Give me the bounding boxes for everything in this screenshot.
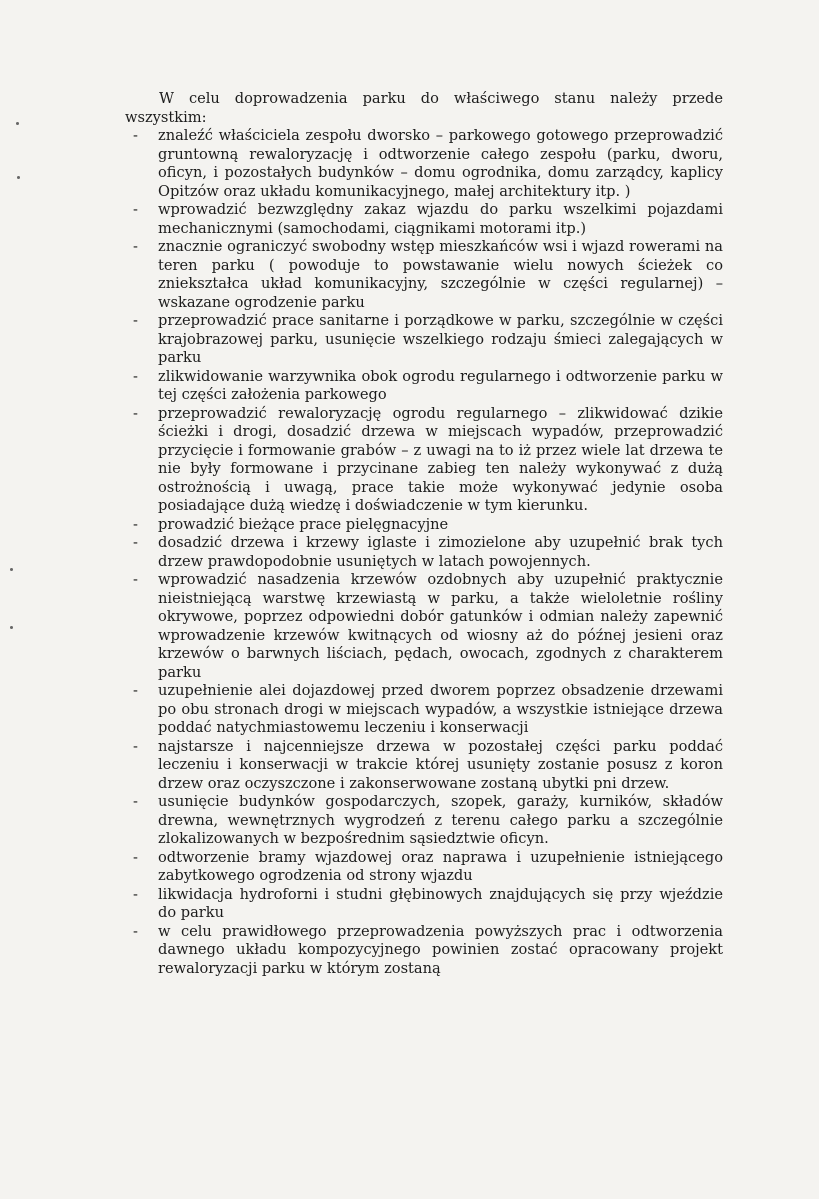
list-item	[125, 312, 723, 368]
list-bullet: -	[133, 312, 138, 329]
list-bullet: -	[133, 127, 138, 144]
intro-paragraph: W celu doprowadzenia parku do właściwego stanu należy przede wszystkim:	[125, 90, 723, 126]
list-item-text: usunięcie budynków gospodarczych, szopek, garaży, kurników, składów drewna, wewnętrznych wygrodzeń z terenu całego parku a szczególnie zlokalizowanych w bezpośrednim sąsiedztwie oficyn.	[158, 793, 723, 847]
list-item	[125, 405, 723, 516]
list-item	[125, 682, 723, 738]
list-bullet: -	[133, 515, 138, 533]
list-item-text: likwidacja hydroforni i studni głębinowych znajdujących się przy wjeździe do parku	[158, 885, 723, 921]
list-item-text: przeprowadzić prace sanitarne i porządkowe w parku, szczególnie w części krajobrazowej parku, usunięcie wszelkiego rodzaju śmieci zalegających w parku	[158, 312, 723, 366]
list-item	[125, 849, 723, 886]
list-bullet: -	[133, 404, 138, 422]
requirements-list	[125, 127, 723, 978]
list-item-text: uzupełnienie alei dojazdowej przed dworem poprzez obsadzenie drzewami po obu stronach drogi w miejscach wypadów, a wszystkie istniejące drzewa poddać natychmiastowemu leczeniu i konserwacji	[158, 682, 723, 736]
list-bullet: -	[133, 571, 138, 588]
list-item	[125, 738, 723, 794]
list-item	[125, 571, 723, 682]
list-bullet: -	[133, 737, 138, 755]
text-block	[125, 90, 723, 978]
scan-speck	[10, 626, 13, 629]
list-item	[125, 368, 723, 405]
list-item	[125, 793, 723, 849]
list-item-text: zlikwidowanie warzywnika obok ogrodu regularnego i odtworzenie parku w tej części założenia parkowego	[158, 367, 723, 403]
list-item	[125, 201, 723, 238]
list-item	[125, 923, 723, 979]
list-item-text: wprowadzić bezwzględny zakaz wjazdu do parku wszelkimi pojazdami mechanicznymi (samochodami, ciągnikami motorami itp.)	[158, 201, 723, 237]
scan-speck	[10, 568, 13, 571]
list-item	[125, 127, 723, 201]
list-item-text: znacznie ograniczyć swobodny wstęp mieszkańców wsi i wjazd rowerami na teren parku ( powoduje to powstawanie wielu nowych ścieżek co zniekształca układ komunikacyjny, szczególnie w części regularnej) – wskazane ogrodzenie parku	[158, 238, 723, 311]
list-item-text: odtworzenie bramy wjazdowej oraz naprawa i uzupełnienie istniejącego zabytkowego ogrodzenia od strony wjazdu	[158, 848, 723, 884]
list-bullet: -	[133, 793, 138, 810]
list-item-text: dosadzić drzewa i krzewy iglaste i zimozielone aby uzupełnić brak tych drzew prawdopodobnie usuniętych w latach powojennych.	[158, 534, 723, 570]
list-item-text: najstarsze i najcenniejsze drzewa w pozostałej części parku poddać leczeniu i konserwacji w trakcie której usunięty zostanie posusz z koron drzew oraz oczyszczone i zakonserwowane zostaną ubytki pni drzew.	[158, 737, 723, 792]
list-bullet: -	[133, 885, 138, 903]
scan-speck	[17, 176, 20, 179]
list-bullet: -	[133, 922, 138, 940]
list-item-text: prowadzić bieżące prace pielęgnacyjne	[158, 515, 449, 533]
list-item	[125, 238, 723, 312]
list-bullet: -	[133, 848, 138, 866]
list-bullet: -	[133, 682, 138, 699]
list-item	[125, 534, 723, 571]
list-bullet: -	[133, 534, 138, 551]
list-item-text: znaleźć właściciela zespołu dworsko – parkowego gotowego przeprowadzić gruntowną rewaloryzację i odtworzenie całego zespołu (parku, dworu, oficyn, i pozostałych budynków – domu ogrodnika, domu zarządcy, kaplicy Opitzów oraz układu komunikacyjnego, małej architektury itp. )	[158, 127, 723, 200]
list-item	[125, 886, 723, 923]
list-bullet: -	[133, 238, 138, 255]
list-item-text: w celu prawidłowego przeprowadzenia powyższych prac i odtworzenia dawnego układu kompozycyjnego powinien zostać opracowany projekt rewaloryzacji parku w którym zostaną	[158, 922, 723, 977]
list-item-text: przeprowadzić rewaloryzację ogrodu regularnego – zlikwidować dzikie ścieżki i drogi, dosadzić drzewa w miejscach wypadów, przeprowadzić przycięcie i formowanie grabów – z uwagi na to iż przez wiele lat drzewa te nie były formowane i przycinane zabieg ten należy wykonywać z dużą ostrożnością i uwagą, prace takie może wykonywać jedynie osoba posiadające dużą wiedzę i doświadczenie w tym kierunku.	[158, 404, 723, 514]
list-bullet: -	[133, 367, 138, 385]
list-item-text: wprowadzić nasadzenia krzewów ozdobnych aby uzupełnić praktycznie nieistniejącą warstwę krzewiastą w parku, a także wieloletnie rośliny okrywowe, poprzez odpowiedni dobór gatunków i odmian należy zapewnić wprowadzenie krzewów kwitnących od wiosny aż do późnej jesieni oraz krzewów o barwnych liściach, pędach, owocach, zgodnych z charakterem parku	[158, 571, 723, 681]
list-item	[125, 516, 723, 535]
scan-speck	[16, 122, 19, 125]
list-bullet: -	[133, 201, 138, 218]
